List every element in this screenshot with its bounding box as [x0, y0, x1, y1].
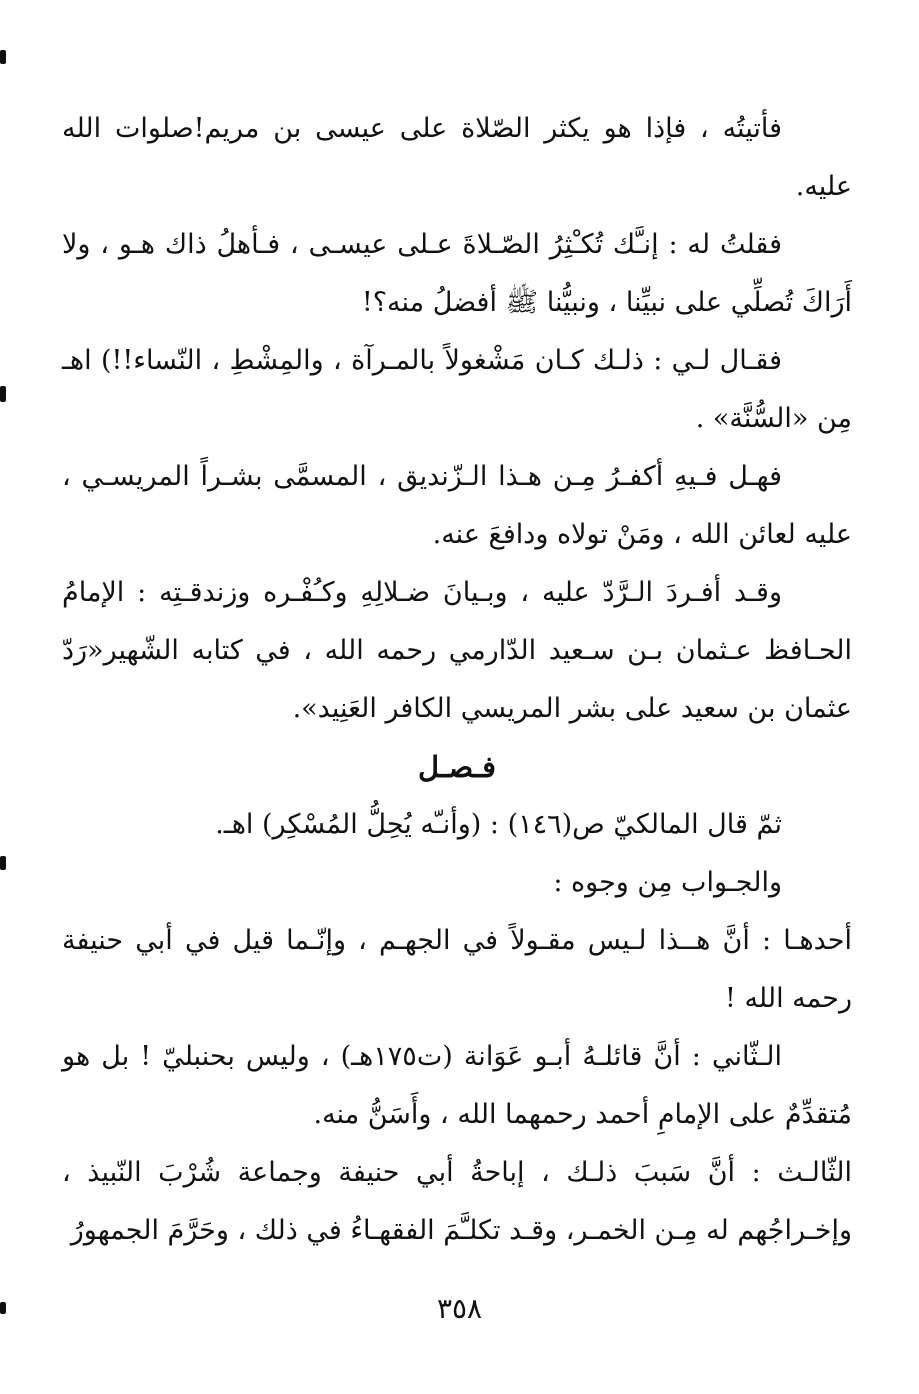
paragraph: ثمّ قال المالكيّ ص(١٤٦) : (وأنـّه يُحِلُّ المُسْكِر) اهـ. — [215, 809, 782, 840]
paragraph: والجـواب مِن وجوه : — [553, 867, 782, 898]
scan-edge-mark — [0, 50, 6, 64]
paragraph: فأتيتُه ، فإذا هو يكثر الصّلاة على عيسى بن مريم!صلوات الله عليه. — [62, 113, 852, 202]
page-number: ٣٥٨ — [436, 1292, 483, 1325]
paragraph: فهـل فـيهِ أكفـرُ مِـن هـذا الـزّنديق ، المسمَّى بشـراً المريسـي ، عليه لعائن الله ، ومَنْ تولاه ودافعَ عنه. — [62, 461, 852, 550]
scan-edge-mark — [0, 856, 6, 870]
scan-edge-mark — [0, 386, 6, 402]
paragraph: فقـال لـي : ذلـك كـان مَشْغولاً بالمـرآة ، والمِشْطِ ، النّساء!!) اهـ مِن «السُّنَّة» . — [62, 345, 852, 434]
paragraph: الثّالـث : أنَّ سَببَ ذلـك ، إباحةُ أبي حنيفة وجماعة شُرْبَ النّبيذ ، وإخـراجُهم له مِـن الخمـر، وقـد تكلـَّمَ الفقهـاءُ في ذلك ، وحَرَّمَ الجمهورُ — [62, 1157, 852, 1246]
body-text — [62, 100, 852, 1260]
paragraph: فقلتُ له : إنـَّك تُكـْثِرُ الصّـلاةَ عـلى عيسـى ، فـأهلُ ذاك هـو ، ولا أَرَاكَ تُصلِّي على نبيِّنا ، ونبيُّنا ﷺ أفضلُ منه؟! — [62, 229, 852, 318]
paragraph: وقـد أفـردَ الـرَّدّ عليه ، وبـيانَ ضـلالِهِ وكـُفْـره وزندقـتِه : الإمامُ الحـافظ عـثمان بـن سـعيد الدّارمي رحمه الله ، في كتابه الشّهير«رَدّ عثمان بن سعيد على بشر المريسي الكافر العَنِيد». — [62, 577, 852, 724]
paragraph: الـثّاني : أنَّ قائلـهُ أبـو عَوَانة (ت١٧٥هـ) ، وليس بحنبليّ ! بل هو مُتقدِّمٌ على الإمامِ أحمد رحمهما الله ، وأَسَنُّ منه. — [62, 1041, 852, 1130]
paragraph: أحدهـا : أنَّ هــذا لـيس مقـولاً في الجهـم ، وإنّـما قيل في أبي حنيفة رحمه الله ! — [62, 925, 852, 1014]
section-heading: فـصـل — [418, 750, 496, 784]
